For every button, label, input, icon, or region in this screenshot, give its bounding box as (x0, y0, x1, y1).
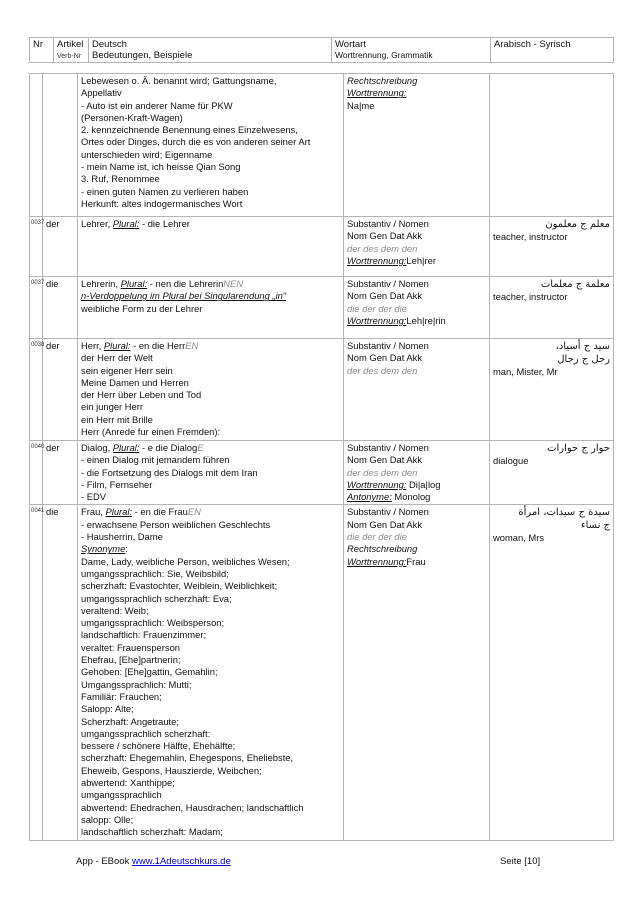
entry-number: 0038 (30, 339, 43, 441)
entry-article: die (43, 505, 78, 840)
entry-number: 0041 (30, 505, 43, 840)
table-row (30, 277, 614, 339)
german-text: Dialog, Plural: - e die DialogE - einen Dialog mit jemandem führen - die Fortsetzung des Dialogs mit dem Iran - Film, Fernseher - EDV (78, 441, 344, 505)
german-text: Lehrer, Plural: - die Lehrer (78, 217, 344, 277)
german-text: Herr, Plural: - en die HerrEN der Herr der Welt sein eigener Herr sein Meine Damen und Herren der Herr über Leben und Tod ein junger Herr ein Herr mit Brille Herr (Anrede fur einen Fremden): (78, 339, 344, 441)
grammar-cell: Substantiv / Nomen Nom Gen Dat Akk die der der die Rechtschreibung Worttrennung:Frau (344, 505, 490, 840)
entry-number: 0037 (30, 217, 43, 277)
header-nr: Nr (30, 38, 54, 63)
table-row (30, 441, 614, 505)
website-link[interactable]: www.1Adeutschkurs.de (131, 856, 231, 867)
grammar-cell: Rechtschreibung Worttrennung: Na|me (344, 74, 490, 217)
german-text: Lehrerin, Plural: - nen die LehrerinNEN n-Verdoppelung im Plural bei Singularendung „in“ weibliche Form zu der Lehrer (78, 277, 344, 339)
dictionary-table (29, 73, 614, 841)
page-number: Seite [10] (500, 856, 541, 867)
grammar-cell: Substantiv / Nomen Nom Gen Dat Akk der des dem den Worttrennung: Di|a|log Antonyme: Monolog (344, 441, 490, 505)
translation-cell: حوار ج حوارات dialogue (490, 441, 614, 505)
table-row (30, 339, 614, 441)
header-wortart: Wortart Worttrennung, Grammatik (332, 38, 491, 63)
entry-number: 0037 (30, 277, 43, 339)
translation-cell: سيدة ج سيدات، امرأة ج نساء woman, Mrs (490, 505, 614, 840)
entry-article: der (43, 339, 78, 441)
grammar-cell: Substantiv / Nomen Nom Gen Dat Akk der des dem den (344, 339, 490, 441)
translation-cell: سيد ج أسياد، رجل ج رجال man, Mister, Mr (490, 339, 614, 441)
footer-source: App - EBook www.1Adeutschkurs.de (76, 856, 231, 867)
header-deutsch: Deutsch Bedeutungen, Beispiele (89, 38, 332, 63)
header-arabisch: Arabisch - Syrisch (491, 38, 614, 63)
german-text: Frau, Plural: - en die FrauEN - erwachsene Person weiblichen Geschlechts - Hausherrin, Dame Synonyme: Dame, Lady, weibliche Person, weibliches Wesen; umgangssprachlich: Sie, Weibsbild; scherzhaft: Evastochter, Weiblein, Weiblichkeit; umgangssprachlich scherzhaft: Eva; veraltend: Weib; umgangssprachlich: Weibsperson; landschaftlich: Frauenzimmer; veraltet: Frauensperson Ehefrau, [Ehe]partnerin; Gehoben: [Ehe]gattin, Gemahlin; Umgangssprachlich: Mutti; Familiär: Frauchen; Salopp: Alte; Scherzhaft: Angetraute; umgangssprachlich scherzhaft: bessere / schönere Hälfte, Ehehälfte; scherzhaft: Ehegemahlin, Ehegespons, Eheliebste, Eheweib, Gespons, Hauszierde, Weibchen; abwertend: Xanthippe; umgangssprachlich abwertend: Ehedrachen, Hausdrachen; landschaftlich salopp: Olle; landschaftlich scherzhaft: Madam; (78, 505, 344, 840)
table-row (30, 505, 614, 840)
translation-cell: معلمة ج معلمات teacher, instructor (490, 277, 614, 339)
translation-cell: معلم ج معلمون teacher, instructor (490, 217, 614, 277)
table-row (30, 217, 614, 277)
entry-article: der (43, 217, 78, 277)
grammar-cell: Substantiv / Nomen Nom Gen Dat Akk die der der die Worttrennung:Leh|re|rin (344, 277, 490, 339)
entry-number: 0040 (30, 441, 43, 505)
grammar-cell: Substantiv / Nomen Nom Gen Dat Akk der des dem den Worttrennung:Leh|rer (344, 217, 490, 277)
entry-article: der (43, 441, 78, 505)
column-header (29, 37, 614, 63)
entry-article: die (43, 277, 78, 339)
table-row (30, 74, 614, 217)
german-text: Lebewesen o. Ä. benannt wird; Gattungsname, Appellativ - Auto ist ein anderer Name für PKW (Personen-Kraft-Wagen) 2. kennzeichnende Benennung eines Einzelwesens, Ortes oder Dinges, durch die es von anderen seiner Art unterschieden wird; Eigenname - mein Name ist, ich heisse Qian Song 3. Ruf, Renommee - einen guten Namen zu verlieren haben Herkunft: altes indogermanisches Wort (78, 74, 344, 217)
header-artikel: Artikel Verb-Nr (54, 38, 89, 63)
